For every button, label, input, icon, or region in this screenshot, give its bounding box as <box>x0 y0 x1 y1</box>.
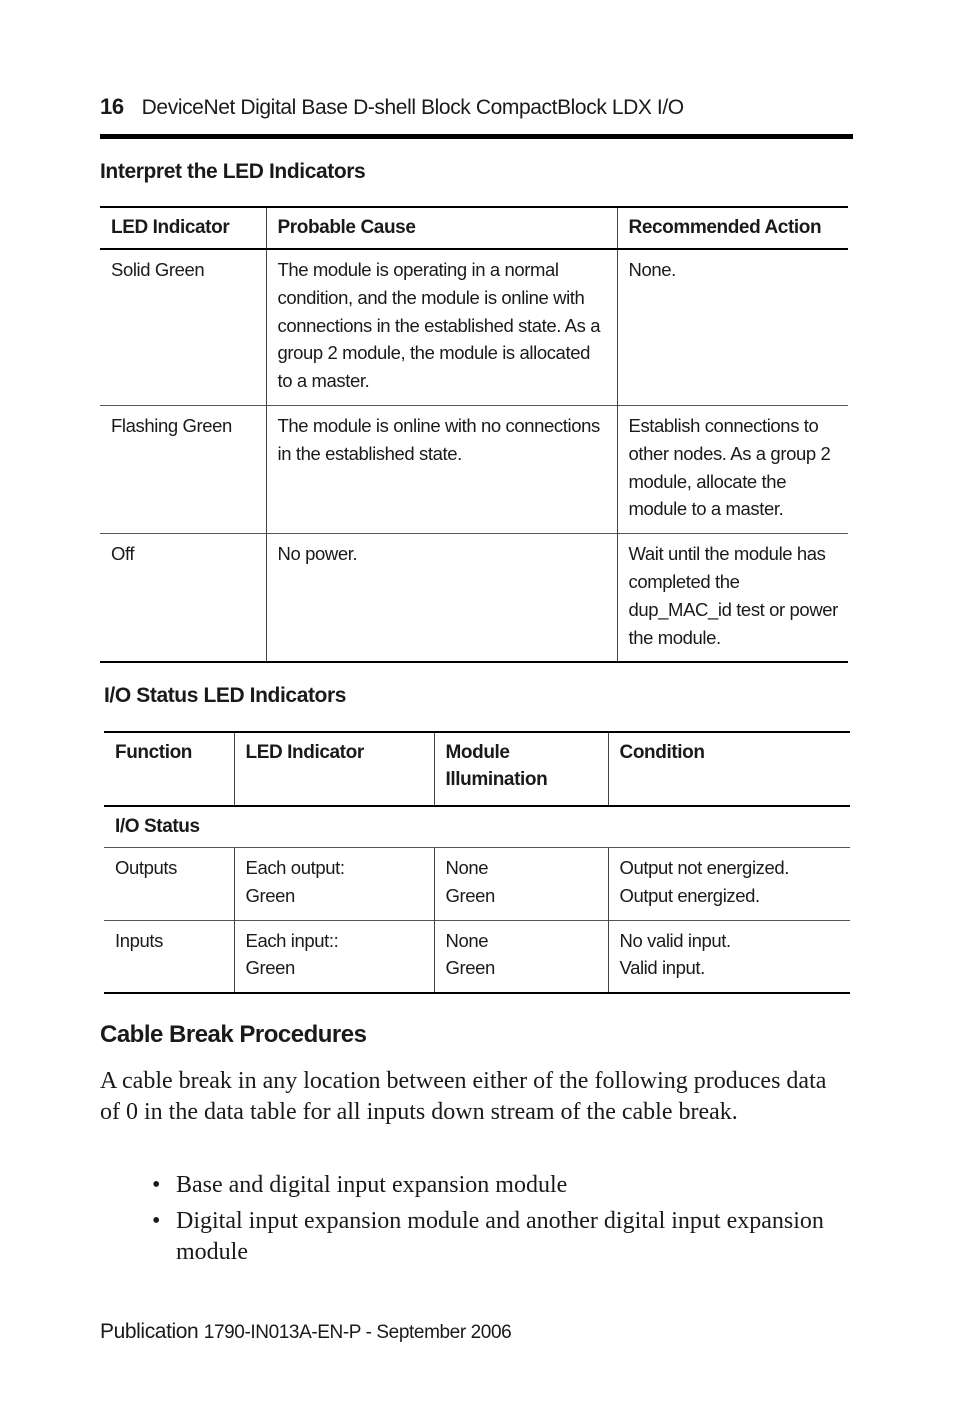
footer-label: Publication <box>100 1320 199 1343</box>
table-row <box>104 920 850 993</box>
cell-line: Green <box>245 884 295 906</box>
column-header: LED Indicator <box>234 732 434 806</box>
function-cell: Inputs <box>115 929 163 951</box>
io-section-heading: I/O Status LED Indicators <box>104 684 347 707</box>
table-row <box>100 534 848 663</box>
probable-cause-cell: The module is operating in a normal condition, and the module is online with connections in the established state. As a group 2 module, the module is allocated to a master. <box>266 249 617 405</box>
probable-cause-cell: No power. <box>266 534 617 663</box>
cell-line: Each output: <box>245 857 345 878</box>
page-footer <box>100 1320 511 1344</box>
column-header: Function <box>115 742 193 763</box>
cell-line: None <box>445 857 489 878</box>
bullet-icon: • <box>152 1172 161 1198</box>
module-illumination-cell <box>434 920 608 993</box>
publication-number: 1790-IN013A-EN-P - September 2006 <box>203 1322 512 1343</box>
cable-break-paragraph: A cable break in any location between either of the following produces data of 0 in the data table for all inputs down stream of the cable break. <box>100 1068 827 1125</box>
column-header: Module Illumination <box>434 732 608 806</box>
led-table-header-row <box>100 207 848 249</box>
led-indicator-cell: Flashing Green <box>111 414 232 436</box>
bullet-icon: • <box>152 1208 161 1234</box>
list-item-text: Digital input expansion module and another digital input expansion module <box>176 1208 824 1265</box>
column-header: Recommended Action <box>617 207 848 249</box>
cell-line: Output energized. <box>619 884 760 906</box>
led-indicator-table <box>100 206 848 663</box>
cable-section-heading: Cable Break Procedures <box>100 1021 367 1048</box>
condition-cell <box>608 848 850 921</box>
group-label: I/O Status <box>104 806 850 848</box>
module-illumination-cell <box>434 848 608 921</box>
column-header: LED Indicator <box>111 217 230 238</box>
probable-cause-cell: The module is online with no connections in the established state. <box>266 405 617 533</box>
table-row <box>100 249 848 405</box>
cell-line: No valid input. <box>619 929 731 951</box>
table-row <box>100 405 848 533</box>
cell-line: Valid input. <box>619 957 705 979</box>
condition-cell <box>608 920 850 993</box>
led-indicator-cell <box>234 920 434 993</box>
cell-line: Output not energized. <box>619 857 790 878</box>
cell-line: Green <box>445 957 495 979</box>
cell-line: Green <box>445 884 495 906</box>
page-header <box>100 94 853 120</box>
led-section-heading: Interpret the LED Indicators <box>100 160 366 183</box>
cell-line: Green <box>245 957 295 979</box>
recommended-action-cell: None. <box>617 249 848 405</box>
document-title: DeviceNet Digital Base D-shell Block CompactBlock LDX I/O <box>141 96 684 119</box>
io-table-header-row <box>104 732 850 806</box>
cell-line: None <box>445 929 489 951</box>
cell-line: Each input:: <box>245 929 339 951</box>
led-indicator-cell: Solid Green <box>111 259 205 280</box>
led-indicator-cell: Off <box>111 543 135 565</box>
function-cell: Outputs <box>115 857 177 878</box>
page-number: 16 <box>100 94 124 119</box>
list-item <box>150 1170 850 1201</box>
list-item-text: Base and digital input expansion module <box>176 1172 568 1198</box>
bullet-list <box>150 1170 850 1273</box>
led-indicator-cell <box>234 848 434 921</box>
table-row <box>104 848 850 921</box>
recommended-action-cell: Wait until the module has completed the dup_MAC_id test or power the module. <box>617 534 848 663</box>
column-header: Condition <box>608 732 850 806</box>
recommended-action-cell: Establish connections to other nodes. As a group 2 module, allocate the module to a master. <box>617 405 848 533</box>
header-rule <box>100 134 853 139</box>
column-header: Probable Cause <box>266 207 617 249</box>
io-status-table <box>104 731 850 994</box>
group-row <box>104 806 850 848</box>
list-item <box>150 1206 850 1268</box>
